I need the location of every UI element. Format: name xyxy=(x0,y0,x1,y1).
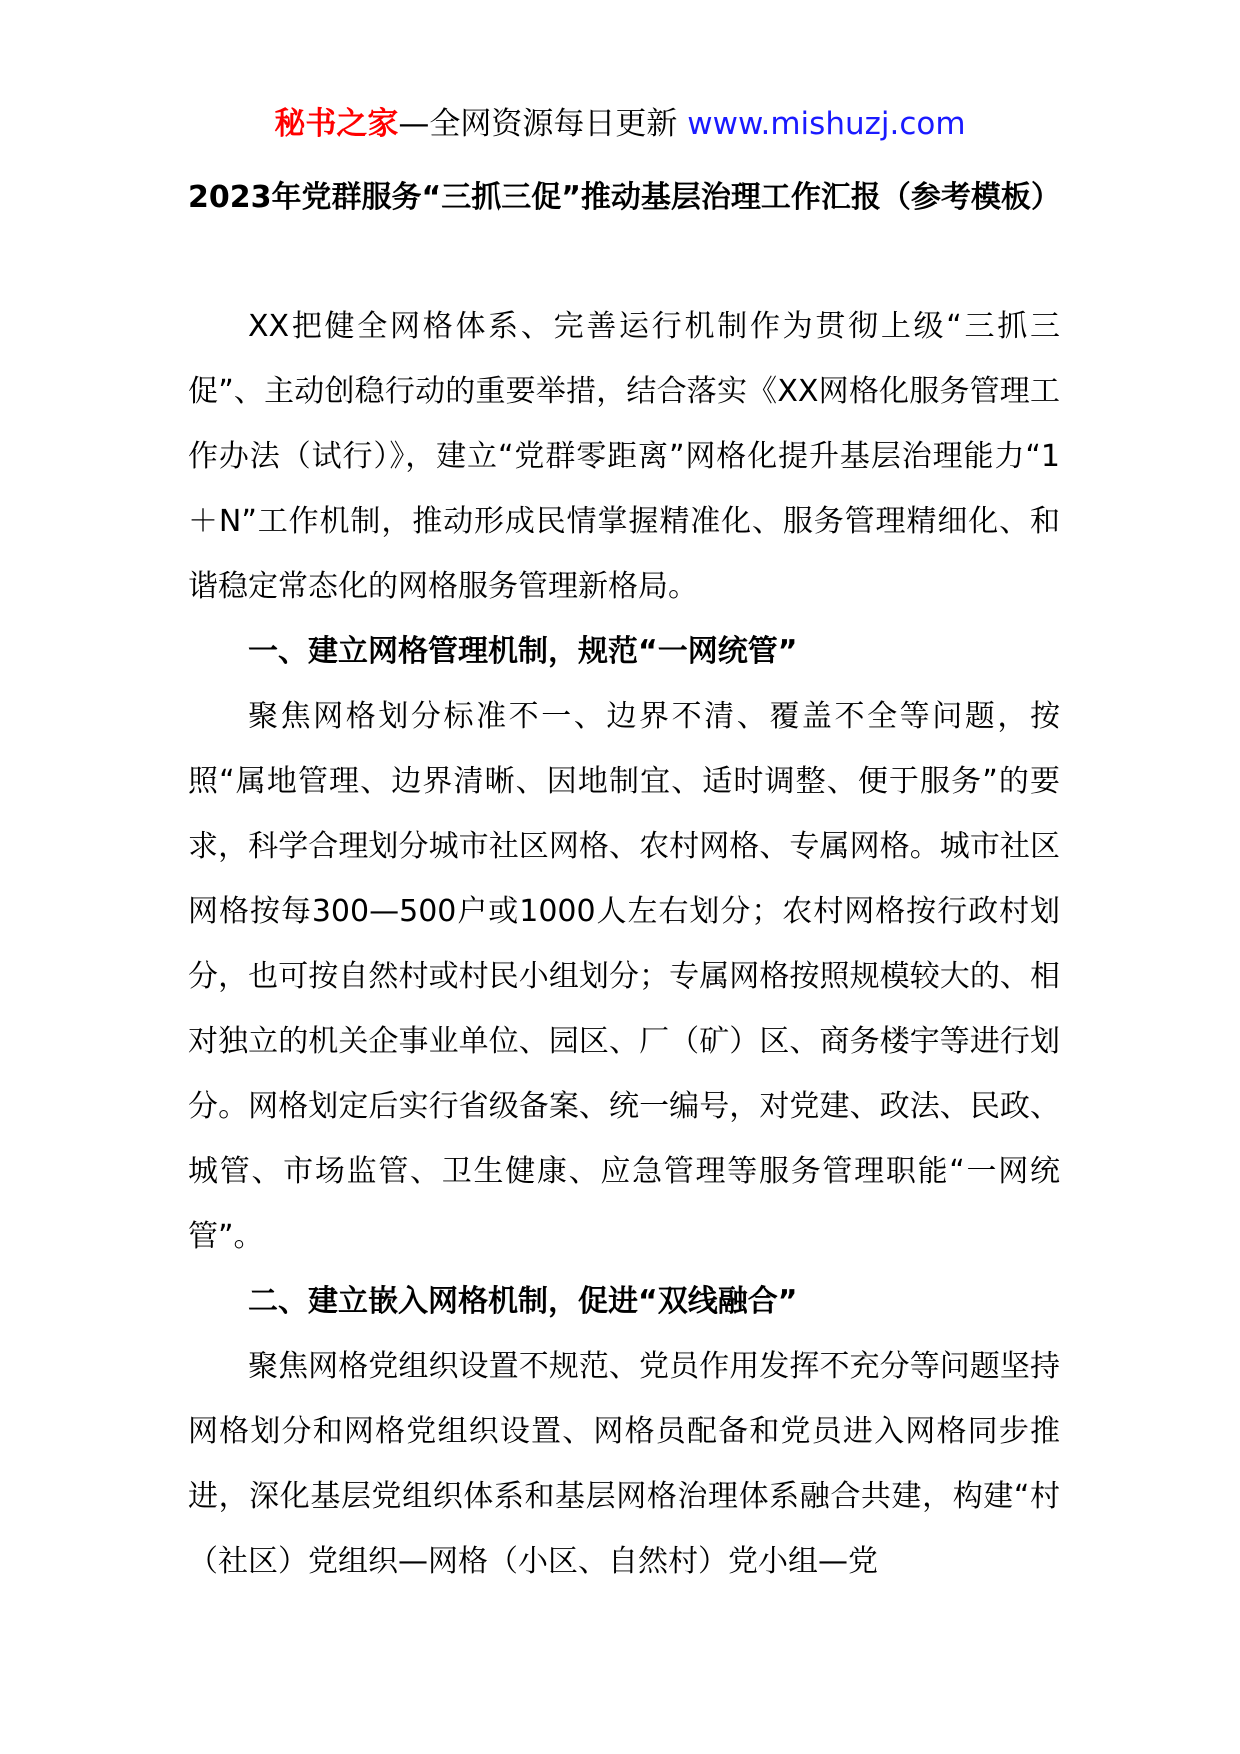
site-header xyxy=(0,100,1240,148)
header-slogan: —全网资源每日更新 xyxy=(398,106,688,142)
section-paragraph-1: 聚焦网格划分标准不一、边界不清、覆盖不全等问题，按照“属地管理、边界清晰、因地制宜、适时调整、便于服务”的要求，科学合理划分城市社区网格、农村网格、专属网格。城市社区网格按每300—500户或1000人左右划分；农村网格按行政村划分，也可按自然村或村民小组划分；专属网格按照规模较大的、相对独立的机关企事业单位、园区、厂（矿）区、商务楼宇等进行划分。网格划定后实行省级备案、统一编号，对党建、政法、民政、城管、市场监管、卫生健康、应急管理等服务管理职能“一网统管”。 xyxy=(188,699,1060,1254)
document-body xyxy=(188,294,1060,1594)
section-heading-1: 一、建立网格管理机制，规范“一网统管” xyxy=(248,634,798,669)
site-url: www.mishuzj.com xyxy=(687,106,966,142)
document-title: 2023年党群服务“三抓三促”推动基层治理工作汇报（参考模板） xyxy=(188,180,1061,215)
section-heading-2: 二、建立嵌入网格机制，促进“双线融合” xyxy=(248,1284,798,1319)
brand-name: 秘书之家 xyxy=(274,106,399,142)
intro-paragraph: XX把健全网格体系、完善运行机制作为贯彻上级“三抓三促”、主动创稳行动的重要举措，结合落实《XX网格化服务管理工作办法（试行）》，建立“党群零距离”网格化提升基层治理能力“1＋N”工作机制，推动形成民情掌握精准化、服务管理精细化、和谐稳定常态化的网格服务管理新格局。 xyxy=(188,309,1060,604)
section-paragraph-2: 聚焦网格党组织设置不规范、党员作用发挥不充分等问题坚持网格划分和网格党组织设置、网格员配备和党员进入网格同步推进，深化基层党组织体系和基层网格治理体系融合共建，构建“村（社区）党组织—网格（小区、自然村）党小组—党 xyxy=(188,1349,1060,1579)
